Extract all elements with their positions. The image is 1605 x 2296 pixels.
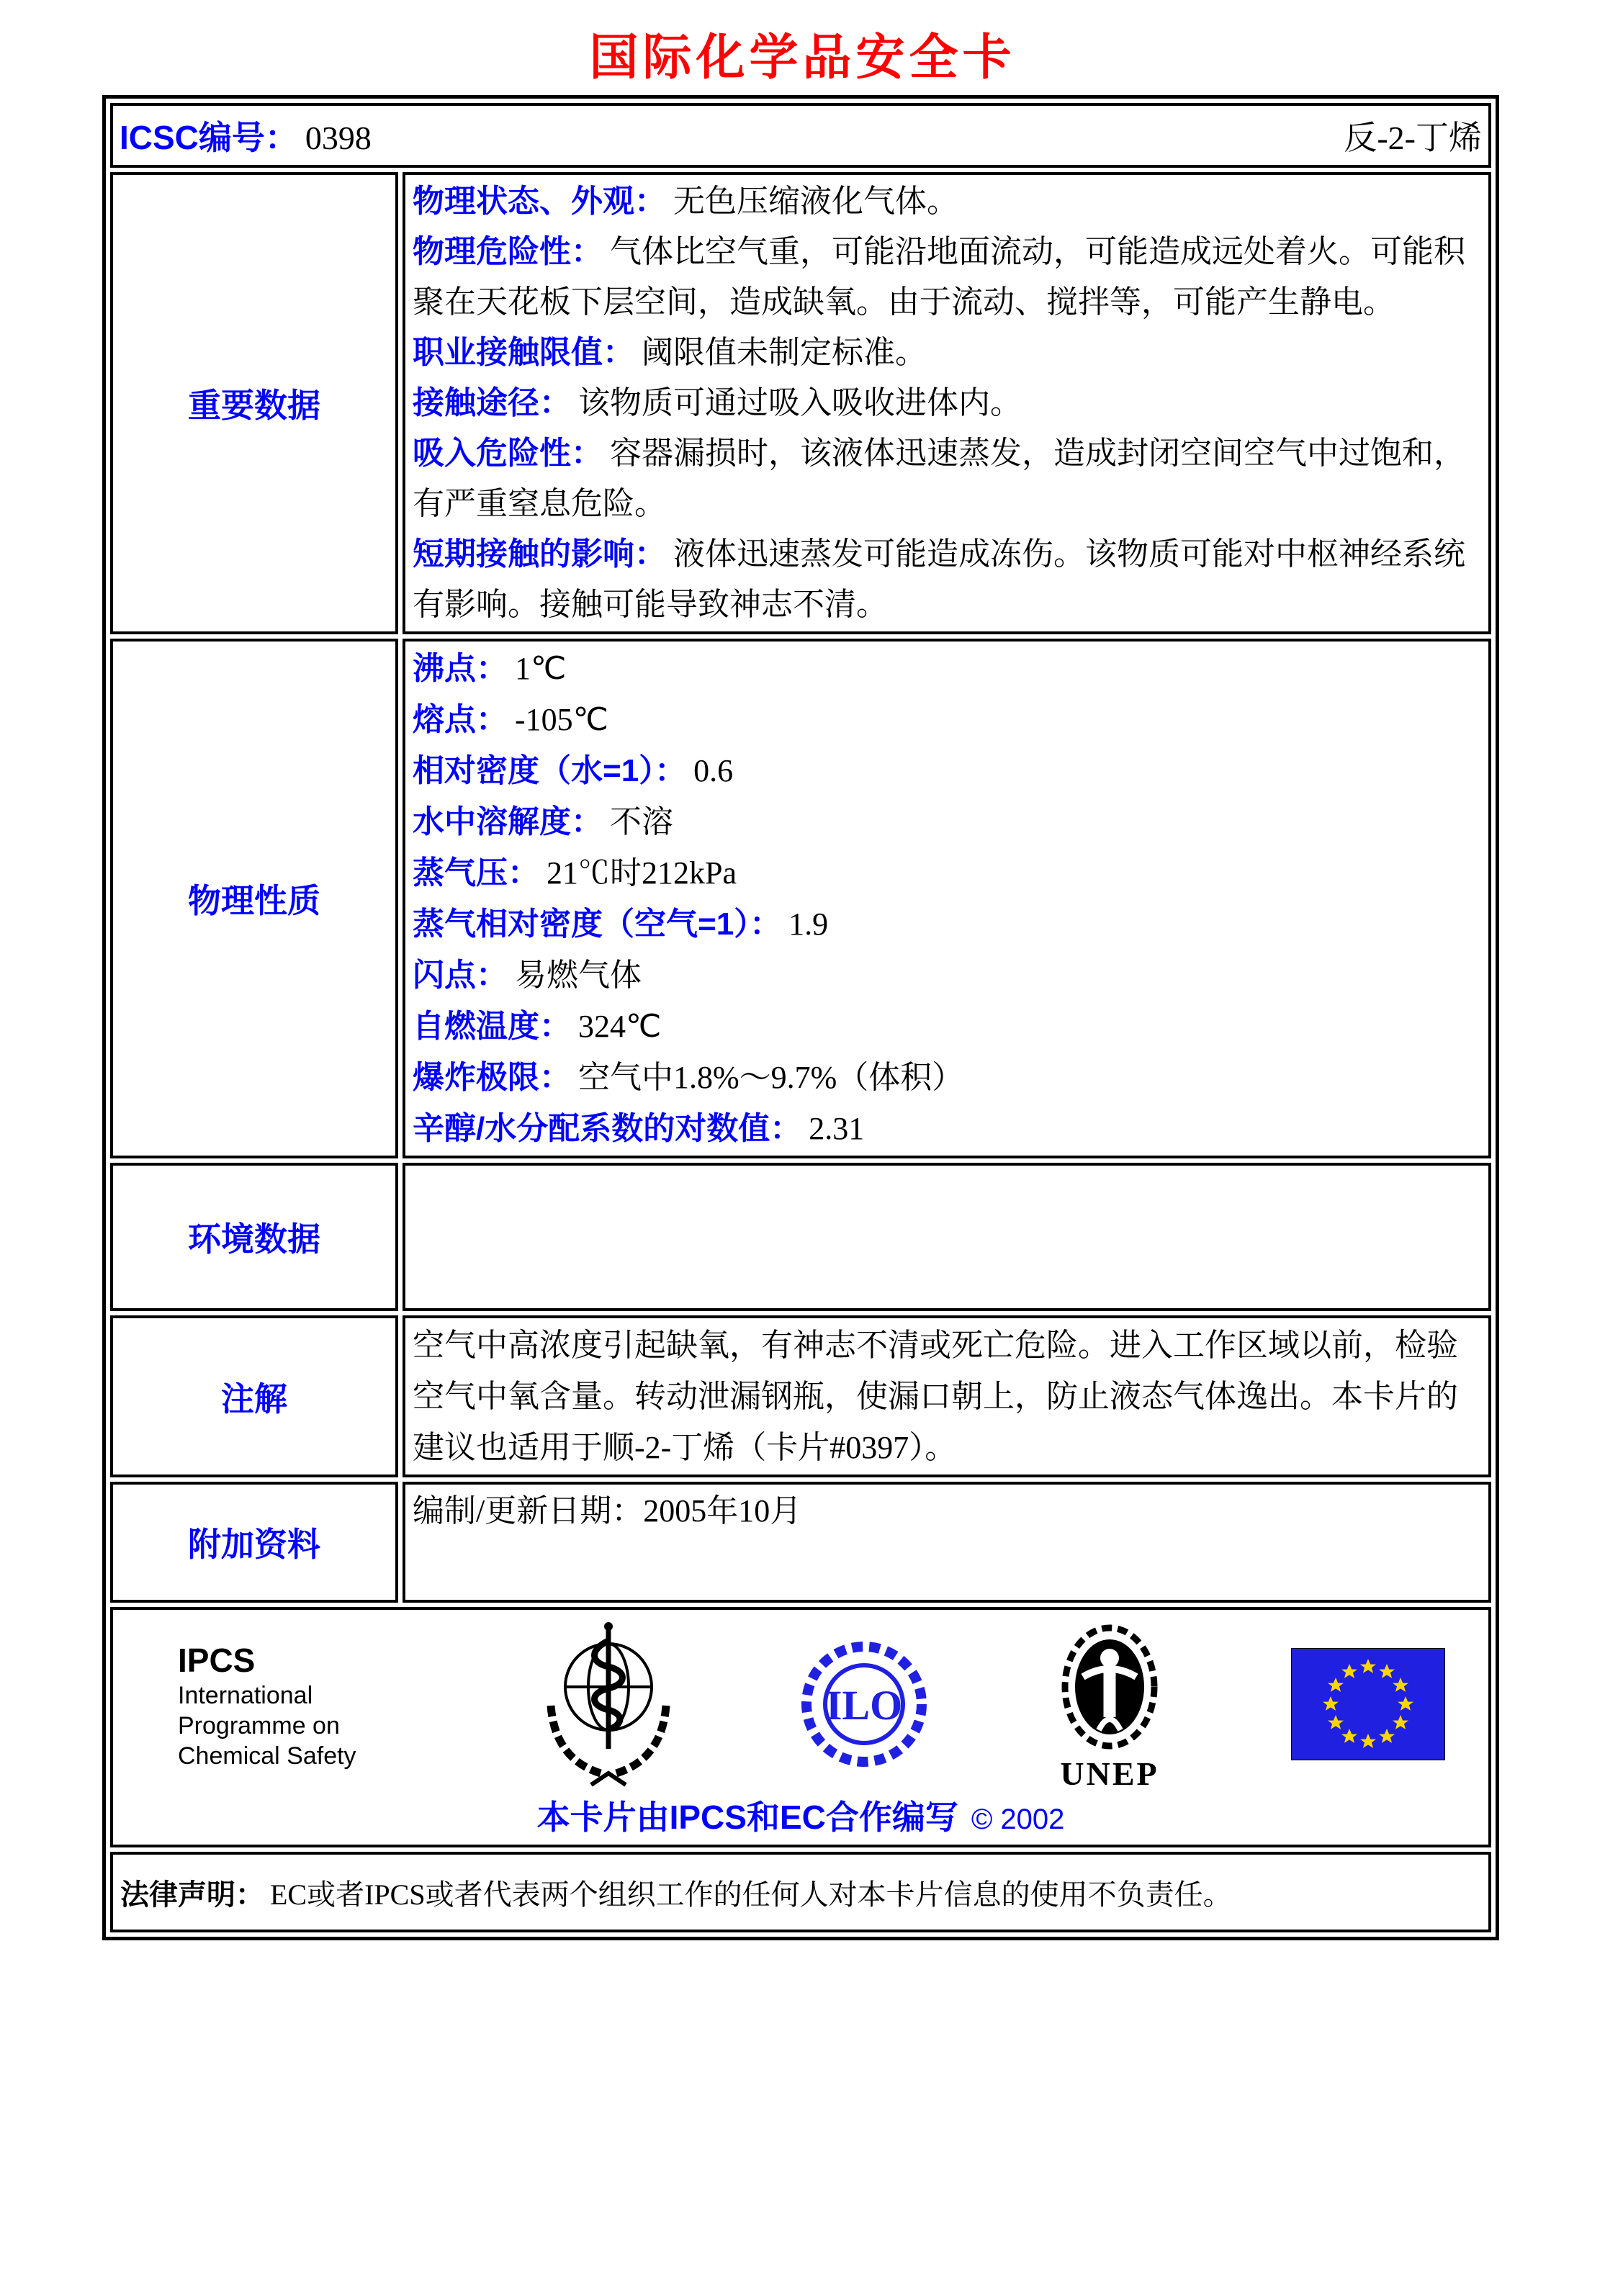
section-label-additional: 附加资料 — [110, 1482, 398, 1603]
notes-content: 空气中高浓度引起缺氧，有神志不清或死亡危险。进入工作区域以前，检验空气中氧含量。转动泄漏钢瓶，使漏口朝上，防止液态气体逸出。本卡片的建议也适用于顺-2-丁烯（卡片#0397）。 — [403, 1315, 1491, 1477]
prop-logp: 辛醇/水分配系数的对数值： 2.31 — [413, 1111, 865, 1146]
additional-info-content: 编制/更新日期：2005年10月 — [403, 1482, 1491, 1603]
ilo-logo-icon — [801, 1634, 927, 1778]
page-title: 国际化学品安全卡 — [589, 30, 1016, 85]
field-occupational-limits: 职业接触限值： 阈限值未制定标准。 — [413, 335, 927, 370]
logo-strip — [135, 1620, 1467, 1791]
chemical-name: 反-2-丁烯 — [1344, 120, 1482, 156]
physical-properties-content — [403, 639, 1491, 1158]
eu-flag-icon — [1291, 1648, 1445, 1764]
svg-text:ILO: ILO — [825, 1681, 903, 1729]
legal-notice — [110, 1852, 1491, 1932]
environmental-data-content — [403, 1163, 1491, 1311]
field-exposure-routes: 接触途径： 该物质可通过吸入吸收进体内。 — [413, 385, 1022, 420]
icsc-number-group — [120, 112, 372, 159]
svg-text:UNEP: UNEP — [1059, 1755, 1159, 1791]
card-header — [114, 107, 1488, 164]
field-short-term-effects: 短期接触的影响： 液体迅速蒸发可能造成冻伤。该物质可能对中枢神经系统有影响。接触可能导致神志不清。 — [413, 536, 1465, 622]
field-physical-state: 物理状态、外观： 无色压缩液化气体。 — [413, 184, 958, 219]
prop-vapor-pressure: 蒸气压： 21℃时212kPa — [413, 855, 737, 891]
legal-notice-label: 法律声明： — [120, 1878, 264, 1911]
header-row — [110, 103, 1491, 168]
important-data-row — [110, 172, 1491, 634]
legal-row — [110, 1852, 1491, 1932]
section-label-environment: 环境数据 — [110, 1163, 398, 1311]
copyright-text: © 2002 — [971, 1804, 1065, 1835]
section-label-notes: 注解 — [110, 1315, 398, 1477]
prop-explosive-limits: 爆炸极限： 空气中1.8%～9.7%（体积） — [413, 1060, 964, 1095]
section-label-important: 重要数据 — [110, 172, 398, 634]
environmental-data-row — [110, 1163, 1491, 1311]
prop-water-solubility: 水中溶解度： 不溶 — [413, 804, 673, 839]
field-inhalation-risk: 吸入危险性： 容器漏损时，该液体迅速蒸发，造成封闭空间空气中过饱和，有严重窒息危险。 — [413, 436, 1465, 521]
unep-logo-icon — [1048, 1618, 1171, 1794]
ipcs-text-block: IPCS International Programme on Chemical Safety — [178, 1640, 415, 1771]
additional-info-row — [110, 1482, 1491, 1603]
prop-flash-point: 闪点： 易燃气体 — [413, 958, 642, 993]
prop-vapor-density: 蒸气相对密度（空气=1）： 1.9 — [413, 906, 829, 942]
physical-properties-row — [110, 639, 1491, 1158]
section-label-physical: 物理性质 — [110, 639, 398, 1158]
cooperation-caption: 本卡片由IPCS和EC合作编写 © 2002 — [536, 1798, 1065, 1836]
icsc-card-table — [102, 95, 1499, 1940]
prop-autoignition-temp: 自燃温度： 324℃ — [413, 1009, 662, 1044]
prop-boiling-point: 沸点： 1℃ — [413, 651, 567, 686]
field-physical-dangers: 物理危险性： 气体比空气重，可能沿地面流动，可能造成远处着火。可能积聚在天花板下层空间，造成缺氧。由于流动、搅拌等，可能产生静电。 — [413, 234, 1465, 320]
prop-relative-density: 相对密度（水=1）： 0.6 — [413, 753, 734, 788]
icsc-number-label: ICSC编号： — [120, 119, 298, 156]
prop-melting-point: 熔点： -105℃ — [413, 702, 609, 737]
logos-row — [110, 1607, 1491, 1847]
important-data-content — [403, 172, 1491, 634]
who-logo-icon — [536, 1621, 680, 1791]
notes-row — [110, 1315, 1491, 1477]
icsc-number-value: 0398 — [305, 120, 372, 156]
ipcs-acronym: IPCS — [178, 1642, 256, 1679]
legal-notice-text: EC或者IPCS或者代表两个组织工作的任何人对本卡片信息的使用不负责任。 — [270, 1878, 1232, 1911]
